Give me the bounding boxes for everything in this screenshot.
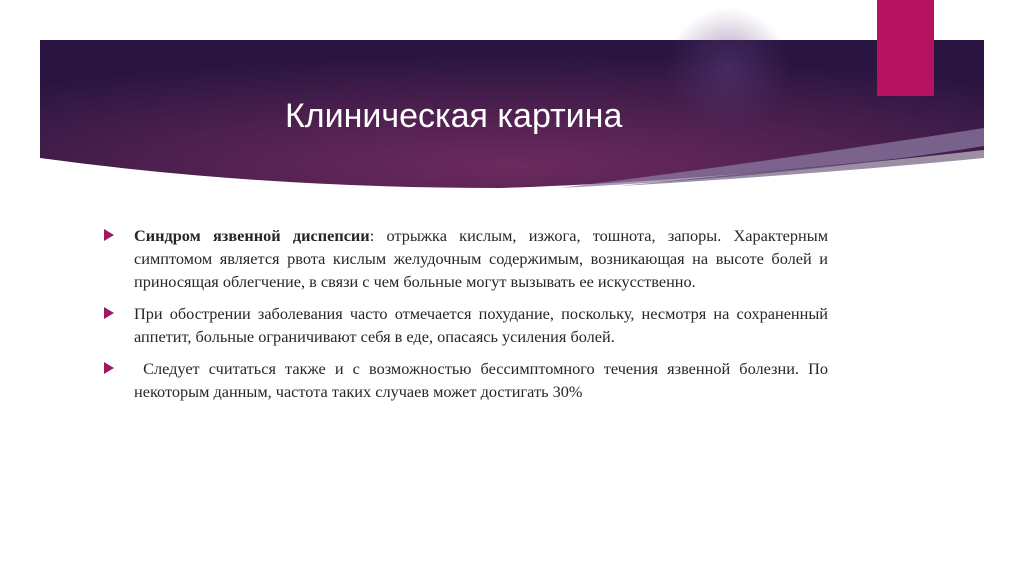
banner-glow-circle xyxy=(666,8,790,132)
bullet-list xyxy=(104,224,833,412)
bullet-arrow-icon xyxy=(104,229,114,241)
bullet-text: : отрыжка кислым, изжога, тошнота, запоры. Характерным симптомом является рвота кислым желудочным содержимым, возникающая на высоте болей и приносящая облегчение, в связи с чем больные могут вызывать ее искусственно. xyxy=(134,226,829,291)
bullet-arrow-icon xyxy=(104,307,114,319)
bullet-text: Следует считаться также и с возможностью бессимптомного течения язвенной болезни. По некоторым данным, частота таких случаев может достигать 30% xyxy=(134,359,833,401)
bullet-bold-term: Синдром язвенной диспепсии xyxy=(134,226,370,245)
bullet-item xyxy=(104,302,828,348)
bullet-item xyxy=(104,224,828,293)
bullet-item xyxy=(104,357,833,403)
bullet-arrow-icon xyxy=(104,362,114,374)
slide-title: Клиническая картина xyxy=(285,97,623,135)
bullet-text: При обострении заболевания часто отмечается похудание, поскольку, несмотря на сохраненный аппетит, больные ограничивают себя в еде, опасаясь усиления болей. xyxy=(134,304,828,346)
accent-rectangle xyxy=(877,0,934,96)
